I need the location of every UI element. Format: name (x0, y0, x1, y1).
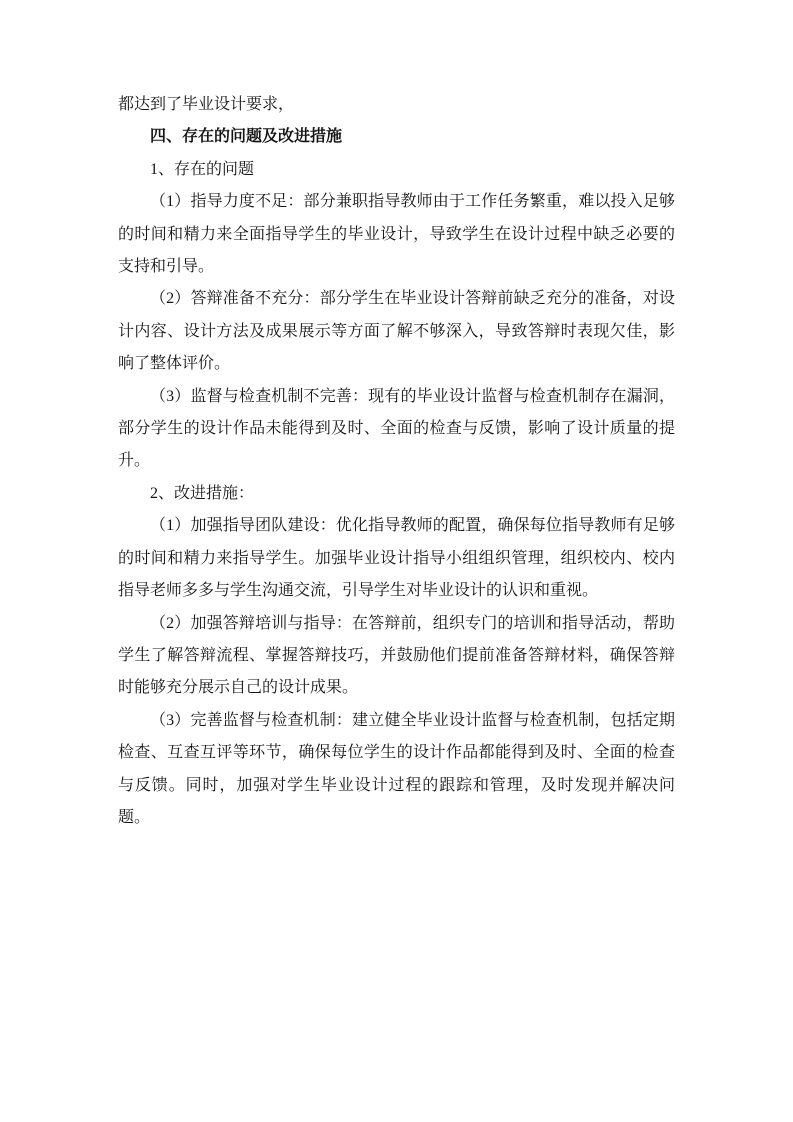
paragraph-measure-1: （1）加强指导团队建设：优化指导教师的配置，确保每位指导教师有足够的时间和精力来指导学生。加强毕业设计指导小组组织管理，组织校内、校内指导老师多多与学生沟通交流，引导学生对毕业设计的认识和重视。 (118, 517, 675, 600)
section-heading-4: 四、存在的问题及改进措施 (150, 128, 343, 146)
paragraph-measure-3: （3）完善监督与检查机制：建立健全毕业设计监督与检查机制，包括定期检查、互查互评等环节，确保每位学生的设计作品都能得到及时、全面的检查与反馈。同时，加强对学生毕业设计过程的跟踪和管理，及时发现并解决问题。 (118, 711, 675, 826)
paragraph-problem-1: （1）指导力度不足：部分兼职指导教师由于工作任务繁重，难以投入足够的时间和精力来全面指导学生的毕业设计，导致学生在设计过程中缺乏必要的支持和引导。 (118, 193, 675, 276)
paragraph-problem-2: （2）答辩准备不充分：部分学生在毕业设计答辩前缺乏充分的准备，对设计内容、设计方法及成果展示等方面了解不够深入，导致答辩时表现欠佳，影响了整体评价。 (118, 290, 675, 373)
paragraph-continuation: 都达到了毕业设计要求， (118, 96, 295, 113)
paragraph-measure-2: （2）加强答辩培训与指导：在答辩前，组织专门的培训和指导活动，帮助学生了解答辩流程、掌握答辩技巧，并鼓励他们提前准备答辩材料，确保答辩时能够充分展示自己的设计成果。 (118, 614, 675, 697)
subheading-problems: 1、存在的问题 (150, 160, 255, 178)
subheading-measures: 2、改进措施： (150, 484, 255, 502)
paragraph-problem-3: （3）监督与检查机制不完善：现有的毕业设计监督与检查机制存在漏洞，部分学生的设计作品未能得到及时、全面的检查与反馈，影响了设计质量的提升。 (118, 387, 675, 470)
